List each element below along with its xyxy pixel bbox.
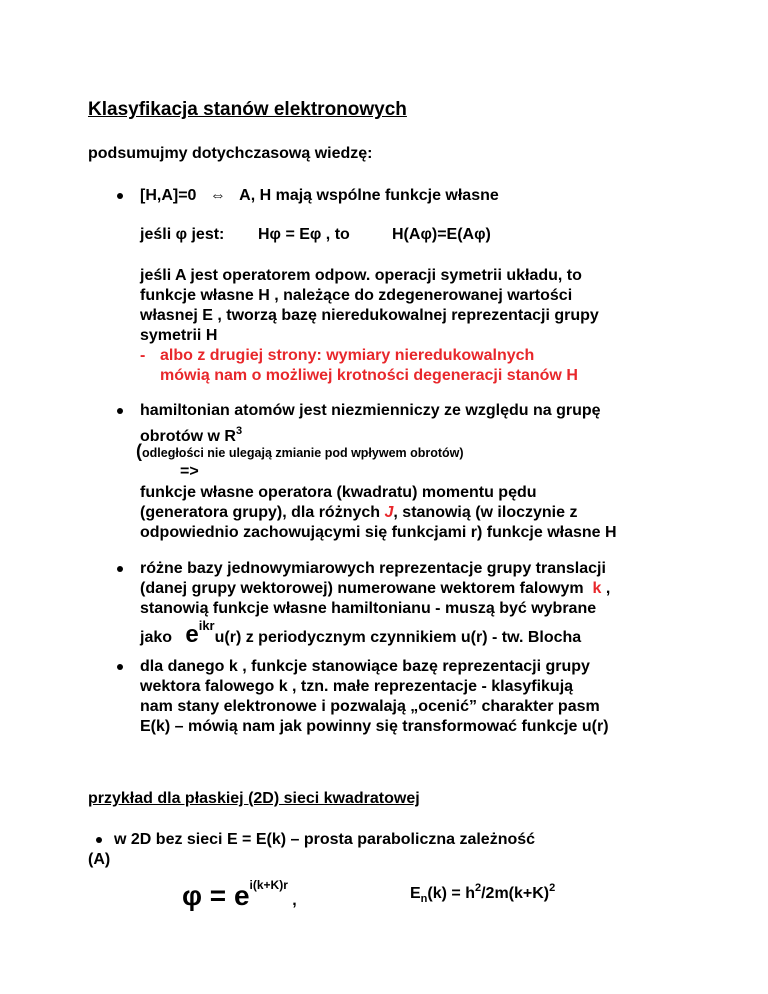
r3-superscript: 3 [235, 425, 243, 437]
b4-line2: wektora falowego k , tzn. małe reprezentacje - klasyfikują [140, 678, 574, 695]
bullet-2 [117, 408, 123, 414]
eigen-condition-part2: Hφ = Eφ , to [258, 226, 350, 243]
jako-text: jako [140, 629, 173, 646]
commutator-text [140, 186, 499, 206]
generator-text: (generatora grupy), dla różnych [140, 504, 381, 521]
product-text: , stanowią (w iloczynie z [393, 504, 578, 521]
paren-open: ( [136, 441, 142, 461]
b4-line4: E(k) – mówią nam jak powinny się transformować funkcje u(r) [140, 718, 609, 735]
b2-line1: hamiltonian atomów jest niezmienniczy ze względu na grupę [140, 402, 601, 419]
b4-line1: dla danego k , funkcje stanowiące bazę reprezentacji grupy [140, 658, 590, 675]
eigen-condition-part1: jeśli φ jest: [140, 226, 225, 243]
phi-equals-e: φ = e [182, 880, 250, 911]
j-symbol: J [384, 504, 394, 521]
b5-line1: w 2D bez sieci E = E(k) – prosta paraboliczna zależność [114, 831, 536, 848]
energy-e: E [410, 885, 421, 902]
bullet-1 [117, 193, 123, 199]
b2-line7: odpowiednio zachowującymi się funkcjami r) funkcje własne H [140, 524, 617, 541]
bloch-e: e [185, 621, 199, 648]
section-title: przykład dla płaskiej (2D) sieci kwadratowej [88, 790, 420, 807]
bullet-4 [117, 664, 123, 670]
b3-line4 [140, 612, 581, 652]
page-title: Klasyfikacja stanów elektronowych [88, 99, 407, 120]
equivalence-arrow: ⇔ [209, 187, 226, 204]
energy-n-subscript: n [420, 893, 428, 905]
comma: , [605, 580, 611, 597]
eigen-condition-part3: H(Aφ)=E(Aφ) [392, 226, 491, 243]
energy-final-superscript: 2 [549, 882, 556, 894]
b3-line2 [140, 579, 610, 599]
label-a: (A) [88, 851, 111, 868]
b1-para-line4: symetrii H [140, 327, 218, 344]
energy-h-superscript: 2 [474, 882, 482, 894]
wavefunction-formula [182, 868, 297, 918]
b3-line3: stanowią funkcje własne hamiltonianu - muszą być wybrane [140, 600, 597, 617]
b3-line1: różne bazy jednowymiarowych reprezentacje grupy translacji [140, 560, 606, 577]
b4-line3: nam stany elektronowe i pozwalają „ocenić” charakter pasm [140, 698, 600, 715]
phi-exponent: i(k+K)r [249, 878, 288, 892]
commutator: [H,A]=0 [140, 187, 197, 204]
b1-para-line3: własnej E , tworzą bazę nieredukowalnej reprezentacji grupy [140, 307, 599, 324]
ikr-superscript: ikr [198, 618, 215, 633]
b1-para-line2: funkcje własne H , należące do zdegenerowanej wartości [140, 287, 573, 304]
intro-text: podsumujmy dotychczasową wiedzę: [88, 145, 373, 162]
red-dash: - [140, 347, 146, 364]
rotation-group-text: obrotów w R [140, 428, 236, 445]
b2-line6 [140, 503, 577, 523]
b2-line5: funkcje własne operatora (kwadratu) momentu pędu [140, 484, 537, 501]
implies-arrow: => [180, 463, 199, 480]
k-symbol: k [592, 580, 602, 597]
formula-comma: , [287, 892, 297, 909]
wave-vector-text: (danej grupy wektorowej) numerowane wektorem falowym [140, 580, 584, 597]
red-note-line1: albo z drugiej strony: wymiary nieredukowalnych [160, 347, 535, 364]
distances-note: odległości nie ulegają zmianie pod wpływem obrotów) [142, 446, 464, 460]
energy-denominator: /2m(k+K) [481, 885, 550, 902]
bloch-text: u(r) z periodycznym czynnikiem u(r) - tw. Blocha [214, 629, 582, 646]
red-note-line2: mówią nam o możliwej krotności degeneracji stanów H [160, 367, 578, 384]
bullet-5 [96, 837, 102, 843]
energy-formula [410, 878, 555, 909]
energy-mid: (k) = h [427, 885, 475, 902]
b2-line3 [136, 441, 464, 463]
b1-para-line1: jeśli A jest operatorem odpow. operacji symetrii układu, to [140, 267, 582, 284]
shared-eigenfunctions-text: A, H mają wspólne funkcje własne [239, 187, 499, 204]
bullet-3 [117, 566, 123, 572]
